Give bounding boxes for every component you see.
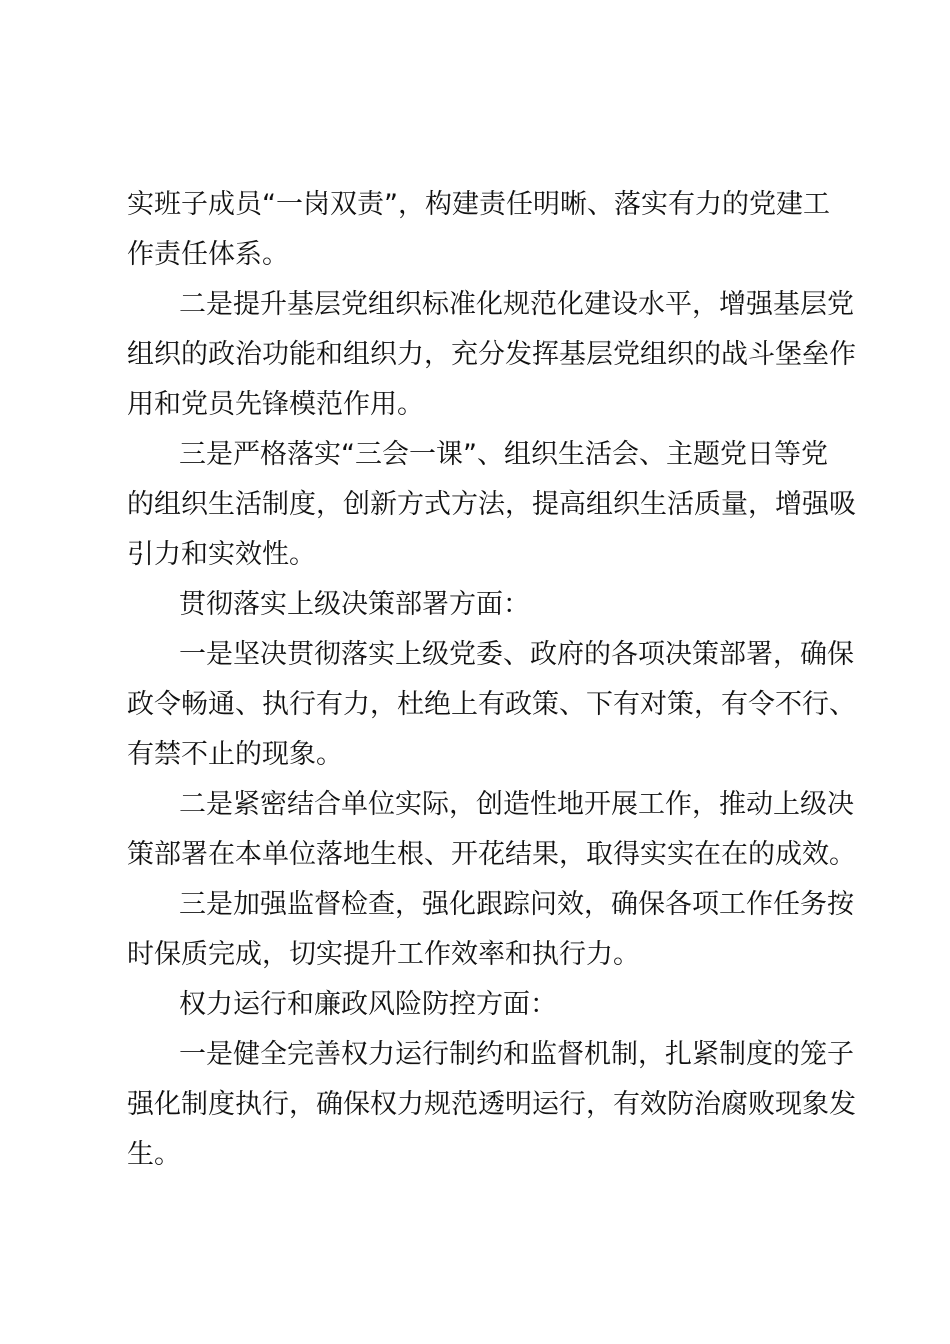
paragraph-line: 时保质完成，切实提升工作效率和执行力。 [127, 939, 640, 970]
section-heading-decision-implementation [127, 580, 837, 630]
paragraph-1 [127, 180, 837, 280]
paragraph-line: 三是严格落实“三会一课”、组织生活会、主题党日等党 [179, 439, 828, 470]
paragraph-line: 作责任体系。 [127, 239, 289, 270]
paragraph-3 [127, 430, 856, 580]
paragraph-6 [127, 880, 854, 980]
paragraph-line: 政令畅通、执行有力，杜绝上有政策、下有对策，有令不行、 [127, 689, 856, 720]
paragraph-4 [127, 630, 856, 780]
paragraph-line: 的组织生活制度，创新方式方法，提高组织生活质量，增强吸 [127, 489, 856, 520]
paragraph-line: 引力和实效性。 [127, 539, 316, 570]
paragraph-5 [127, 780, 856, 880]
paragraph-line: 有禁不止的现象。 [127, 739, 343, 770]
paragraph-line: 三是加强监督检查，强化跟踪问效，确保各项工作任务按 [179, 889, 854, 920]
section-heading: 权力运行和廉政风险防控方面： [179, 989, 557, 1020]
section-heading-power-and-integrity [127, 980, 837, 1030]
paragraph-line: 用和党员先锋模范作用。 [127, 389, 424, 420]
paragraph-2 [127, 280, 856, 430]
paragraph-line: 一是健全完善权力运行制约和监督机制，扎紧制度的笼子 [179, 1039, 854, 1070]
paragraph-line: 实班子成员“一岗双责”，构建责任明晰、落实有力的党建工 [127, 189, 830, 220]
paragraph-line: 二是提升基层党组织标准化规范化建设水平，增强基层党 [179, 289, 854, 320]
paragraph-7 [127, 1030, 856, 1180]
paragraph-line: 组织的政治功能和组织力，充分发挥基层党组织的战斗堡垒作 [127, 339, 856, 370]
paragraph-line: 一是坚决贯彻落实上级党委、政府的各项决策部署，确保 [179, 639, 854, 670]
document-body [127, 180, 856, 1180]
paragraph-line: 策部署在本单位落地生根、开花结果，取得实实在在的成效。 [127, 839, 856, 870]
section-heading: 贯彻落实上级决策部署方面： [179, 589, 530, 620]
paragraph-line: 生。 [127, 1139, 181, 1170]
paragraph-line: 二是紧密结合单位实际，创造性地开展工作，推动上级决 [179, 789, 854, 820]
paragraph-line: 强化制度执行，确保权力规范透明运行，有效防治腐败现象发 [127, 1089, 856, 1120]
